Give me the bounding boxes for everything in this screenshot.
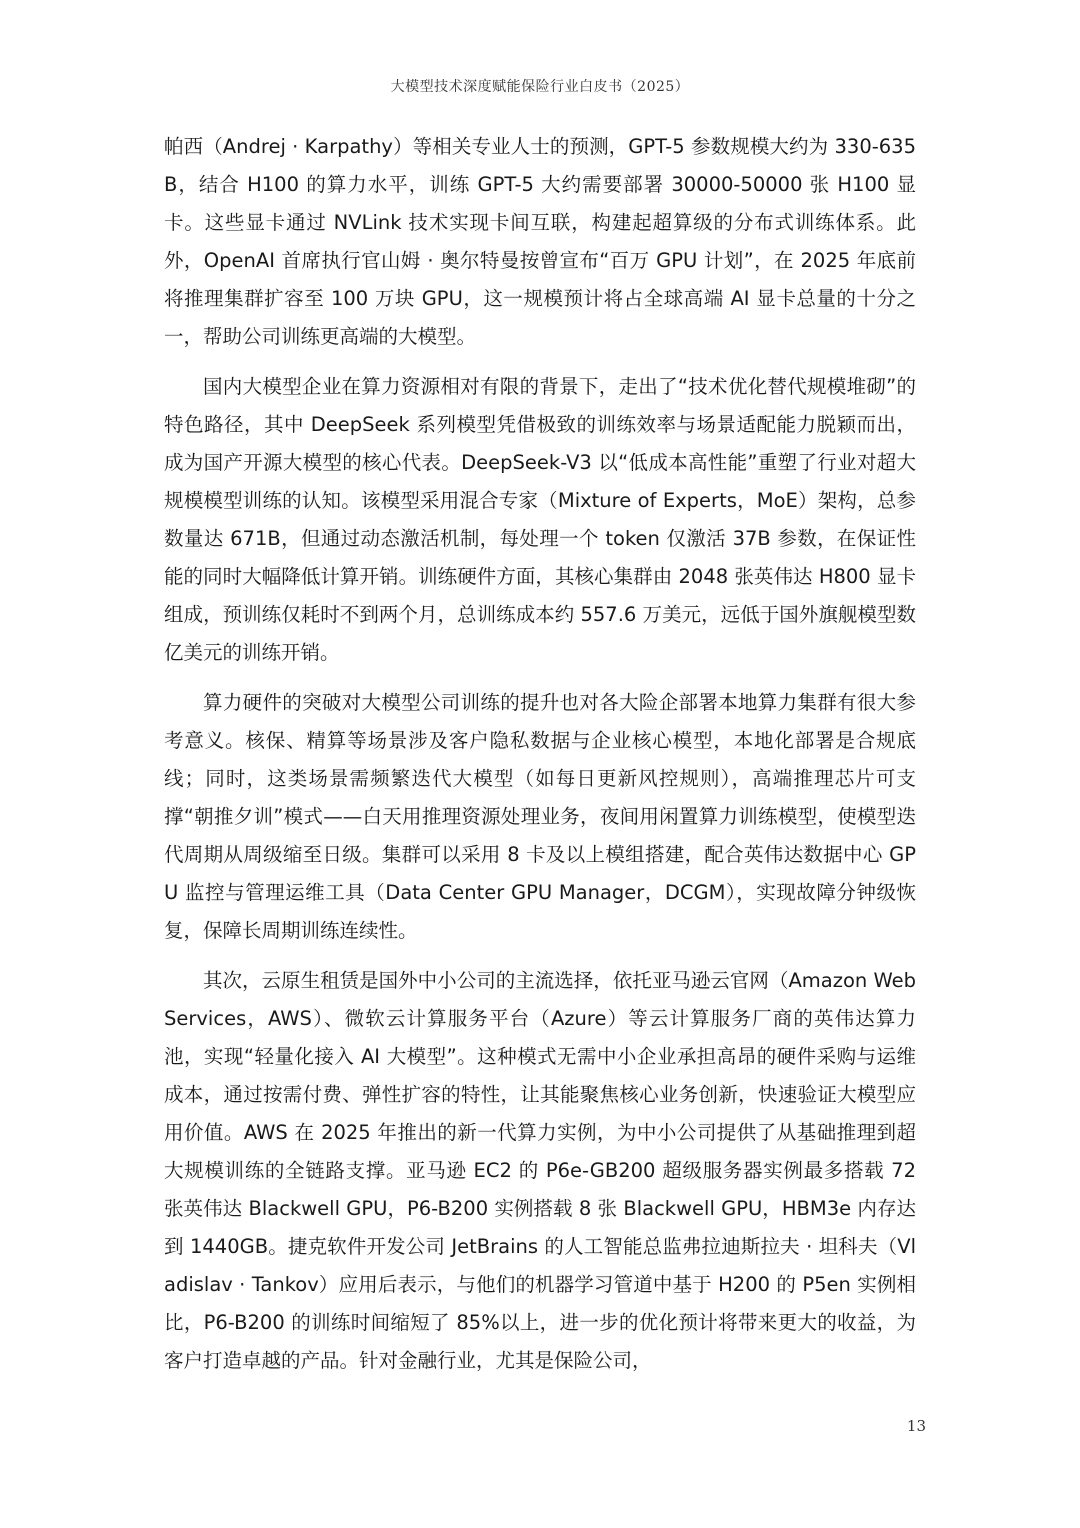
body-text: [164, 128, 916, 1392]
running-header: 大模型技术深度赋能保险行业白皮书（2025）: [390, 79, 690, 95]
paragraph-compute-hardware: 算力硬件的突破对大模型公司训练的提升也对各大险企部署本地算力集群有很大参考意义。核保、精算等场景涉及客户隐私数据与企业核心模型，本地化部署是合规底线；同时，这类场景需频繁迭代大模型（如每日更新风控规则），高端推理芯片可支撑“朝推夕训”模式——白天用推理资源处理业务，夜间用闲置算力训练模型，使模型迭代周期从周级缩至日级。集群可以采用 8 卡及以上模组搭建，配合英伟达数据中心 GPU 监控与管理运维工具（Data Center GPU Manager，DCGM），实现故障分钟级恢复，保障长周期训练连续性。: [164, 691, 916, 942]
page-number: 13: [906, 1417, 926, 1435]
paragraph-continuation: 帕西（Andrej · Karpathy）等相关专业人士的预测，GPT-5 参数规模大约为 330-635B，结合 H100 的算力水平，训练 GPT-5 大约需要部署 30000-50000 张 H100 显卡。这些显卡通过 NVLink 技术实现卡间互联，构建起超算级的分布式训练体系。此外，OpenAI 首席执行官山姆 · 奥尔特曼按曾宣布“百万 GPU 计划”，在 2025 年底前将推理集群扩容至 100 万块 GPU，这一规模预计将占全球高端 AI 显卡总量的十分之一，帮助公司训练更高端的大模型。: [164, 135, 916, 348]
paragraph-cloud-leasing: 其次，云原生租赁是国外中小公司的主流选择，依托亚马逊云官网（Amazon Web Services，AWS）、微软云计算服务平台（Azure）等云计算服务厂商的英伟达算力池，实现“轻量化接入 AI 大模型”。这种模式无需中小企业承担高昂的硬件采购与运维成本，通过按需付费、弹性扩容的特性，让其能聚焦核心业务创新，快速验证大模型应用价值。AWS 在 2025 年推出的新一代算力实例，为中小公司提供了从基础推理到超大规模训练的全链路支撑。亚马逊 EC2 的 P6e-GB200 超级服务器实例最多搭载 72 张英伟达 Blackwell GPU，P6-B200 实例搭载 8 张 Blackwell GPU，HBM3e 内存达到 1440GB。捷克软件开发公司 JetBrains 的人工智能总监弗拉迪斯拉夫 · 坦科夫（Vladislav · Tankov）应用后表示，与他们的机器学习管道中基于 H200 的 P5en 实例相比，P6-B200 的训练时间缩短了 85%以上，进一步的优化预计将带来更大的收益，为客户打造卓越的产品。针对金融行业，尤其是保险公司，: [164, 969, 916, 1372]
paragraph-domestic-models: 国内大模型企业在算力资源相对有限的背景下，走出了“技术优化替代规模堆砌”的特色路径，其中 DeepSeek 系列模型凭借极致的训练效率与场景适配能力脱颖而出，成为国产开源大模型的核心代表。DeepSeek-V3 以“低成本高性能”重塑了行业对超大规模模型训练的认知。该模型采用混合专家（Mixture of Experts，MoE）架构，总参数量达 671B，但通过动态激活机制，每处理一个 token 仅激活 37B 参数，在保证性能的同时大幅降低计算开销。训练硬件方面，其核心集群由 2048 张英伟达 H800 显卡组成，预训练仅耗时不到两个月，总训练成本约 557.6 万美元，远低于国外旗舰模型数亿美元的训练开销。: [164, 375, 916, 664]
